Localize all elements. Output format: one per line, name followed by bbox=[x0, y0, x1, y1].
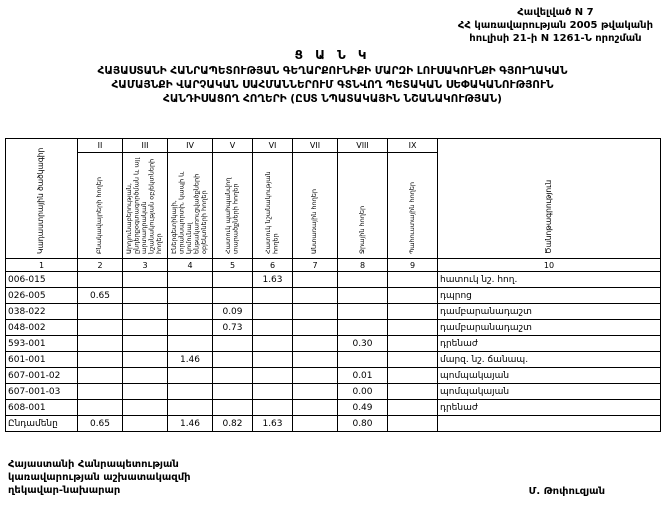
table-row bbox=[6, 304, 661, 320]
gov-decree-line1: ՀՀ կառավարության 2005 թվականի bbox=[457, 20, 653, 31]
area-value bbox=[123, 400, 168, 416]
col-header-forest bbox=[293, 153, 338, 259]
roman-header-II: II bbox=[78, 139, 123, 153]
area-value bbox=[168, 320, 213, 336]
note: դրենաժ bbox=[438, 400, 661, 416]
column-number: 3 bbox=[123, 259, 168, 272]
area-value: 1.46 bbox=[168, 416, 213, 432]
cadastral-code-header-text: Կադաստրային ծածկագիր bbox=[36, 147, 46, 254]
gov-decree-line2: հուլիսի 21-ի N 1261-Ն որոշման bbox=[469, 33, 642, 44]
area-value bbox=[293, 384, 338, 400]
col-header-industrial bbox=[123, 153, 168, 259]
title-line1: ՀԱՅԱՍՏԱՆԻ ՀԱՆՐԱՊԵՏՈՒԹՅԱՆ ԳԵՂԱՐՔՈՒՆԻՔԻ ՄԱՐԶԻ ԼՈՒՍԱԿՈՒՆՔԻ ԳՅՈՒՂԱԿԱՆ bbox=[97, 65, 568, 77]
col-header-special bbox=[253, 153, 293, 259]
table-row bbox=[6, 368, 661, 384]
area-value: 0.65 bbox=[78, 416, 123, 432]
area-value bbox=[293, 416, 338, 432]
area-value bbox=[168, 400, 213, 416]
note bbox=[438, 416, 661, 432]
area-value: 0.30 bbox=[338, 336, 388, 352]
area-value bbox=[338, 320, 388, 336]
area-value bbox=[168, 272, 213, 288]
area-value bbox=[338, 272, 388, 288]
area-value bbox=[123, 352, 168, 368]
total-label: Ընդամենը bbox=[6, 416, 78, 432]
table-row bbox=[6, 400, 661, 416]
column-number: 9 bbox=[388, 259, 438, 272]
area-value bbox=[123, 272, 168, 288]
cadastral-code: 608-001 bbox=[6, 400, 78, 416]
area-value bbox=[388, 416, 438, 432]
area-value bbox=[253, 288, 293, 304]
signatory-block bbox=[8, 458, 191, 498]
col-header-protected-text: Հատուկ պահպանվող տարածքների հողեր bbox=[224, 177, 240, 254]
cadastral-code: 048-002 bbox=[6, 320, 78, 336]
note: հատուկ նշ. հող. bbox=[438, 272, 661, 288]
area-value bbox=[388, 336, 438, 352]
col-header-energy-transport-text: Էներգետիկայի, տրանսպորտի, կապի և կոմունալ ենթակառուցվածքների օբյեկտների հողեր bbox=[170, 171, 209, 254]
roman-numeral-row bbox=[6, 139, 661, 153]
area-value bbox=[388, 352, 438, 368]
cadastral-code: 607-001-03 bbox=[6, 384, 78, 400]
document-title bbox=[0, 65, 665, 107]
cadastral-code-header-cell bbox=[6, 139, 78, 259]
land-list-table bbox=[5, 138, 661, 432]
col-header-special-text: Հատուկ նշանակության հողեր bbox=[264, 171, 280, 254]
area-value bbox=[293, 352, 338, 368]
col-header-reserve-text: Պահուստային հողեր bbox=[407, 181, 416, 254]
area-value bbox=[293, 400, 338, 416]
signatory-line1: Հայաստանի Հանրապետության bbox=[8, 459, 179, 470]
roman-header-VI: VI bbox=[253, 139, 293, 153]
col-header-water-text: Ջրային հողեր bbox=[357, 205, 366, 254]
column-number: 8 bbox=[338, 259, 388, 272]
area-value bbox=[168, 336, 213, 352]
area-value bbox=[78, 384, 123, 400]
area-value bbox=[123, 288, 168, 304]
area-value bbox=[123, 368, 168, 384]
note: դպրոց bbox=[438, 288, 661, 304]
signatory-line2: կառավարության աշխատակազմի bbox=[8, 472, 191, 484]
area-value bbox=[213, 384, 253, 400]
area-value bbox=[168, 384, 213, 400]
signature-name: Մ. Թոփուզյան bbox=[528, 486, 605, 497]
column-number: 4 bbox=[168, 259, 213, 272]
roman-header-VIII: VIII bbox=[338, 139, 388, 153]
area-value bbox=[123, 416, 168, 432]
title-line2: ՀԱՄԱՅՆՔԻ ՎԱՐՉԱԿԱՆ ՍԱՀՄԱՆՆԵՐՈՒՄ ԳՏՆՎՈՂ ՊԵՏԱԿԱՆ ՍԵՓԱԿԱՆՈՒԹՅՈՒՆ bbox=[111, 78, 554, 91]
area-value bbox=[388, 304, 438, 320]
area-value bbox=[168, 288, 213, 304]
roman-header-III: III bbox=[123, 139, 168, 153]
col-header-residential-text: Բնակավայրերի հողեր bbox=[95, 176, 104, 254]
note: մարզ. նշ. ճանապ. bbox=[438, 352, 661, 368]
column-number: 1 bbox=[6, 259, 78, 272]
area-value bbox=[388, 288, 438, 304]
cadastral-code: 006-015 bbox=[6, 272, 78, 288]
roman-header-IX: IX bbox=[388, 139, 438, 153]
area-value: 0.80 bbox=[338, 416, 388, 432]
list-heading: Ց Ա Ն Կ bbox=[294, 48, 371, 62]
note: դրենաժ bbox=[438, 336, 661, 352]
area-value bbox=[388, 400, 438, 416]
col-header-water bbox=[338, 153, 388, 259]
area-value bbox=[213, 368, 253, 384]
cadastral-code: 038-022 bbox=[6, 304, 78, 320]
area-value bbox=[388, 384, 438, 400]
col-header-forest-text: Անտառային հողեր bbox=[310, 189, 319, 254]
area-value bbox=[168, 368, 213, 384]
col-header-residential bbox=[78, 153, 123, 259]
title-line3: ՀԱՆԴԻՍԱՑՈՂ ՀՈՂԵՐԻ (ԸՍՏ ՆՊԱՏԱԿԱՅԻՆ ՆՇԱՆԱԿՈՒԹՅԱՆ) bbox=[163, 92, 502, 105]
area-value bbox=[123, 320, 168, 336]
area-value: 1.46 bbox=[168, 352, 213, 368]
annex-header bbox=[458, 6, 653, 45]
area-value bbox=[293, 336, 338, 352]
area-value: 0.65 bbox=[78, 288, 123, 304]
note: պոմպակայան bbox=[438, 368, 661, 384]
area-value bbox=[388, 272, 438, 288]
note: պոմպակայան bbox=[438, 384, 661, 400]
col-header-energy-transport bbox=[168, 153, 213, 259]
column-number: 6 bbox=[253, 259, 293, 272]
area-value bbox=[293, 288, 338, 304]
area-value bbox=[338, 288, 388, 304]
table-row bbox=[6, 320, 661, 336]
notes-header-cell bbox=[438, 139, 661, 259]
area-value: 0.82 bbox=[213, 416, 253, 432]
cadastral-code: 026-005 bbox=[6, 288, 78, 304]
area-value bbox=[388, 368, 438, 384]
note: դամբարանադաշտ bbox=[438, 320, 661, 336]
area-value bbox=[213, 336, 253, 352]
area-value: 0.09 bbox=[213, 304, 253, 320]
column-number: 10 bbox=[438, 259, 661, 272]
area-value bbox=[78, 272, 123, 288]
roman-header-VII: VII bbox=[293, 139, 338, 153]
area-value bbox=[293, 272, 338, 288]
cadastral-code: 601-001 bbox=[6, 352, 78, 368]
col-header-industrial-text: Արդյունաբերության, ընդերքօգտագործման և այլ արտադրական նշանակության օբյեկտների հողեր bbox=[125, 157, 164, 254]
area-value bbox=[338, 304, 388, 320]
area-value bbox=[293, 304, 338, 320]
annex-number: Հավելված N 7 bbox=[517, 7, 594, 18]
total-row bbox=[6, 416, 661, 432]
column-number: 7 bbox=[293, 259, 338, 272]
area-value bbox=[253, 336, 293, 352]
area-value: 0.49 bbox=[338, 400, 388, 416]
col-header-reserve bbox=[388, 153, 438, 259]
area-value: 1.63 bbox=[253, 416, 293, 432]
cadastral-code: 593-001 bbox=[6, 336, 78, 352]
area-value bbox=[388, 320, 438, 336]
area-value bbox=[213, 352, 253, 368]
table-row bbox=[6, 384, 661, 400]
area-value bbox=[168, 304, 213, 320]
table-row bbox=[6, 352, 661, 368]
area-value bbox=[213, 400, 253, 416]
area-value bbox=[213, 288, 253, 304]
column-number: 2 bbox=[78, 259, 123, 272]
col-header-protected bbox=[213, 153, 253, 259]
roman-header-IV: IV bbox=[168, 139, 213, 153]
roman-header-V: V bbox=[213, 139, 253, 153]
area-value bbox=[253, 368, 293, 384]
column-number-row bbox=[6, 259, 661, 272]
area-value bbox=[78, 368, 123, 384]
area-value bbox=[253, 384, 293, 400]
table-row bbox=[6, 272, 661, 288]
area-value: 0.73 bbox=[213, 320, 253, 336]
area-value: 1.63 bbox=[253, 272, 293, 288]
area-value bbox=[78, 336, 123, 352]
table-row bbox=[6, 336, 661, 352]
area-value bbox=[78, 352, 123, 368]
area-value: 0.00 bbox=[338, 384, 388, 400]
area-value bbox=[293, 368, 338, 384]
area-value bbox=[253, 304, 293, 320]
area-value: 0.01 bbox=[338, 368, 388, 384]
area-value bbox=[123, 304, 168, 320]
area-value bbox=[253, 400, 293, 416]
note: դամբարանադաշտ bbox=[438, 304, 661, 320]
cadastral-code: 607-001-02 bbox=[6, 368, 78, 384]
table-row bbox=[6, 288, 661, 304]
column-number: 5 bbox=[213, 259, 253, 272]
notes-header-text: Ծանոթագրություն bbox=[543, 179, 553, 254]
area-value bbox=[78, 304, 123, 320]
area-value bbox=[253, 320, 293, 336]
area-value bbox=[78, 320, 123, 336]
area-value bbox=[123, 336, 168, 352]
area-value bbox=[123, 384, 168, 400]
area-value bbox=[253, 352, 293, 368]
signatory-line3: ղեկավար-նախարար bbox=[8, 485, 121, 497]
area-value bbox=[213, 272, 253, 288]
area-value bbox=[338, 352, 388, 368]
area-value bbox=[78, 400, 123, 416]
area-value bbox=[293, 320, 338, 336]
